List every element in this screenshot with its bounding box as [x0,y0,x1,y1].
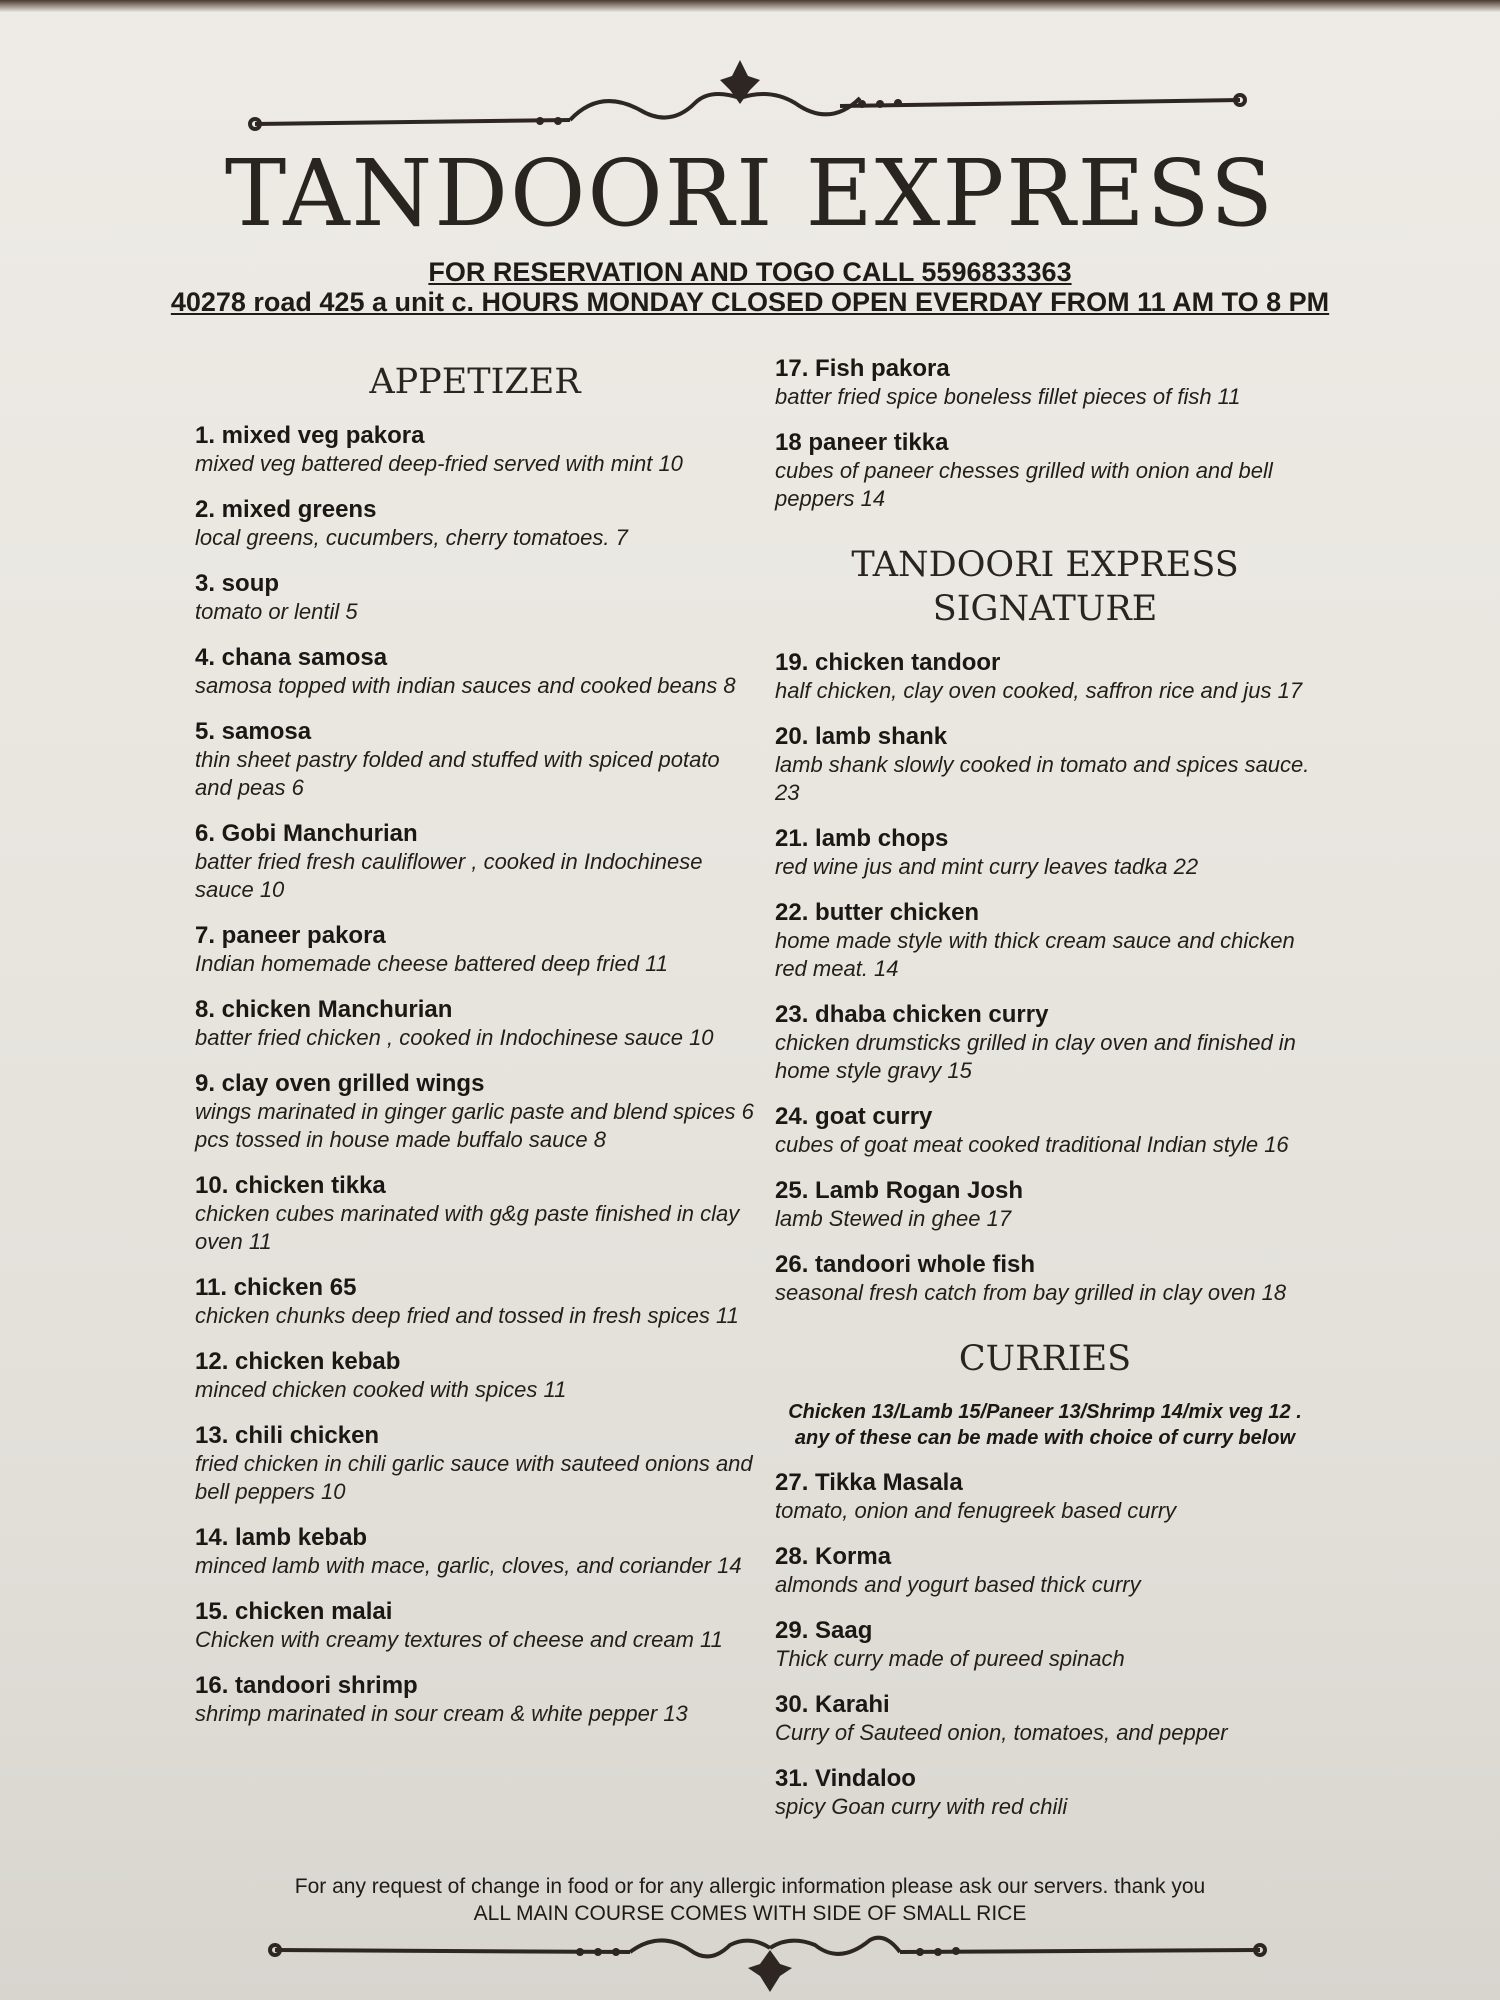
item-name: 17. Fish pakora [775,355,950,382]
menu-item [195,1524,755,1580]
menu-item [195,1274,755,1330]
item-name: 7. paneer pakora [195,922,386,949]
item-name: 13. chili chicken [195,1422,380,1449]
curry-note-line2: any of these can be made with choice of curry below [794,1427,1296,1449]
item-name: 1. mixed veg pakora [195,422,425,449]
item-name: 14. lamb kebab [195,1524,368,1551]
item-name: 20. lamb shank [775,723,948,750]
signature-title-line1: TANDOORI EXPRESS [851,545,1239,585]
curries-title: CURRIES [958,1339,1132,1379]
right-column [775,355,1315,1839]
menu-item [195,644,755,700]
item-desc: shrimp marinated in sour cream & white pepper 13 [195,1701,688,1726]
curry-note-line1: Chicken 13/Lamb 15/Paneer 13/Shrimp 14/mix veg 12 . [788,1401,1302,1423]
item-desc: batter fried chicken , cooked in Indochinese sauce 10 [195,1025,714,1050]
item-desc: Indian homemade cheese battered deep fried 11 [195,951,668,976]
menu-item [775,355,1315,411]
item-desc: cubes of paneer chesses grilled with onion and bell peppers 14 [775,458,1273,511]
menu-item [775,1251,1315,1307]
ornamental-divider-bottom [260,1920,1280,2000]
item-desc: batter fried spice boneless fillet pieces of fish 11 [775,384,1241,409]
menu-item [775,1765,1315,1821]
menu-item [195,496,755,552]
item-desc: lamb Stewed in ghee 17 [775,1206,1012,1231]
item-name: 10. chicken tikka [195,1172,386,1199]
item-name: 3. soup [195,570,280,597]
menu-item [195,996,755,1052]
curry-price-note [775,1399,1315,1451]
item-desc: batter fried fresh cauliflower , cooked in Indochinese sauce 10 [195,849,703,902]
item-name: 2. mixed greens [195,496,377,523]
item-desc: samosa topped with indian sauces and cooked beans 8 [195,673,736,698]
item-desc: spicy Goan curry with red chili [775,1794,1068,1819]
signature-title-line2: SIGNATURE [932,589,1158,629]
menu-item [195,1672,755,1728]
item-desc: local greens, cucumbers, cherry tomatoes. 7 [195,525,628,550]
footer-line1: For any request of change in food or for any allergic information please ask our servers. thank you [294,1875,1206,1898]
signature-title [775,543,1315,631]
table-edge [0,0,1500,12]
menu-item [775,1103,1315,1159]
item-name: 9. clay oven grilled wings [195,1070,485,1097]
menu-item [195,422,755,478]
item-desc: Thick curry made of pureed spinach [775,1646,1125,1671]
ornamental-divider-top [240,58,1260,138]
item-name: 23. dhaba chicken curry [775,1001,1049,1028]
item-desc: red wine jus and mint curry leaves tadka 22 [775,854,1199,879]
item-name: 31. Vindaloo [775,1765,916,1792]
item-name: 19. chicken tandoor [775,649,1001,676]
item-desc: tomato or lentil 5 [195,599,358,624]
item-name: 21. lamb chops [775,825,949,852]
reservation-line: FOR RESERVATION AND TOGO CALL 5596833363 [428,257,1072,287]
item-name: 25. Lamb Rogan Josh [775,1177,1024,1204]
menu-item [775,1469,1315,1525]
menu-item [775,649,1315,705]
item-desc: thin sheet pastry folded and stuffed with spiced potato and peas 6 [195,747,720,800]
item-name: 28. Korma [775,1543,892,1570]
item-name: 26. tandoori whole fish [775,1251,1036,1278]
item-desc: minced lamb with mace, garlic, cloves, and coriander 14 [195,1553,742,1578]
item-desc: chicken chunks deep fried and tossed in fresh spices 11 [195,1303,739,1328]
item-name: 5. samosa [195,718,312,745]
item-name: 4. chana samosa [195,644,388,671]
menu-item [195,820,755,904]
item-name: 29. Saag [775,1617,873,1644]
menu-item [195,1172,755,1256]
menu-item [195,1598,755,1654]
item-desc: lamb shank slowly cooked in tomato and spices sauce. 23 [775,752,1310,805]
menu-item [195,1422,755,1506]
item-name: 24. goat curry [775,1103,933,1130]
item-desc: Chicken with creamy textures of cheese and cream 11 [195,1627,723,1652]
item-desc: mixed veg battered deep-fried served with mint 10 [195,451,683,476]
menu-item [775,899,1315,983]
item-desc: minced chicken cooked with spices 11 [195,1377,567,1402]
item-desc: Curry of Sauteed onion, tomatoes, and pepper [775,1720,1228,1745]
item-desc: almonds and yogurt based thick curry [775,1572,1141,1597]
menu-item [775,723,1315,807]
menu-item [775,1691,1315,1747]
item-desc: wings marinated in ginger garlic paste and blend spices 6 pcs tossed in house made buffalo sauce 8 [195,1099,754,1152]
menu-item [195,718,755,802]
footer-line2: ALL MAIN COURSE COMES WITH SIDE OF SMALL RICE [473,1902,1027,1925]
menu-item [195,1348,755,1404]
item-desc: fried chicken in chili garlic sauce with sauteed onions and bell peppers 10 [195,1451,753,1504]
item-name: 30. Karahi [775,1691,890,1718]
address-hours-line: 40278 road 425 a unit c. HOURS MONDAY CLOSED OPEN EVERDAY FROM 11 AM TO 8 PM [170,287,1330,317]
restaurant-name: TANDOORI EXPRESS [224,140,1276,247]
menu-item [775,1001,1315,1085]
menu-item [195,570,755,626]
item-name: 22. butter chicken [775,899,980,926]
item-desc: seasonal fresh catch from bay grilled in clay oven 18 [775,1280,1287,1305]
menu-item [195,922,755,978]
left-column [195,360,755,1746]
menu-item [775,1177,1315,1233]
menu-item [775,1617,1315,1673]
menu-item [775,1543,1315,1599]
item-desc: half chicken, clay oven cooked, saffron rice and jus 17 [775,678,1303,703]
item-name: 12. chicken kebab [195,1348,401,1375]
menu-item [775,429,1315,513]
item-desc: tomato, onion and fenugreek based curry [775,1498,1177,1523]
menu-item [195,1070,755,1154]
item-desc: cubes of goat meat cooked traditional Indian style 16 [775,1132,1289,1157]
item-name: 18 paneer tikka [775,429,949,456]
item-desc: home made style with thick cream sauce and chicken red meat. 14 [775,928,1295,981]
item-name: 15. chicken malai [195,1598,393,1625]
item-name: 11. chicken 65 [195,1274,357,1301]
footer-note [0,1873,1500,1927]
appetizer-title: APPETIZER [369,362,581,402]
item-name: 6. Gobi Manchurian [195,820,418,847]
item-name: 27. Tikka Masala [775,1469,963,1496]
item-name: 16. tandoori shrimp [195,1672,418,1699]
item-desc: chicken cubes marinated with g&g paste finished in clay oven 11 [195,1201,740,1254]
menu-item [775,825,1315,881]
item-name: 8. chicken Manchurian [195,996,453,1023]
item-desc: chicken drumsticks grilled in clay oven and finished in home style gravy 15 [775,1030,1296,1083]
